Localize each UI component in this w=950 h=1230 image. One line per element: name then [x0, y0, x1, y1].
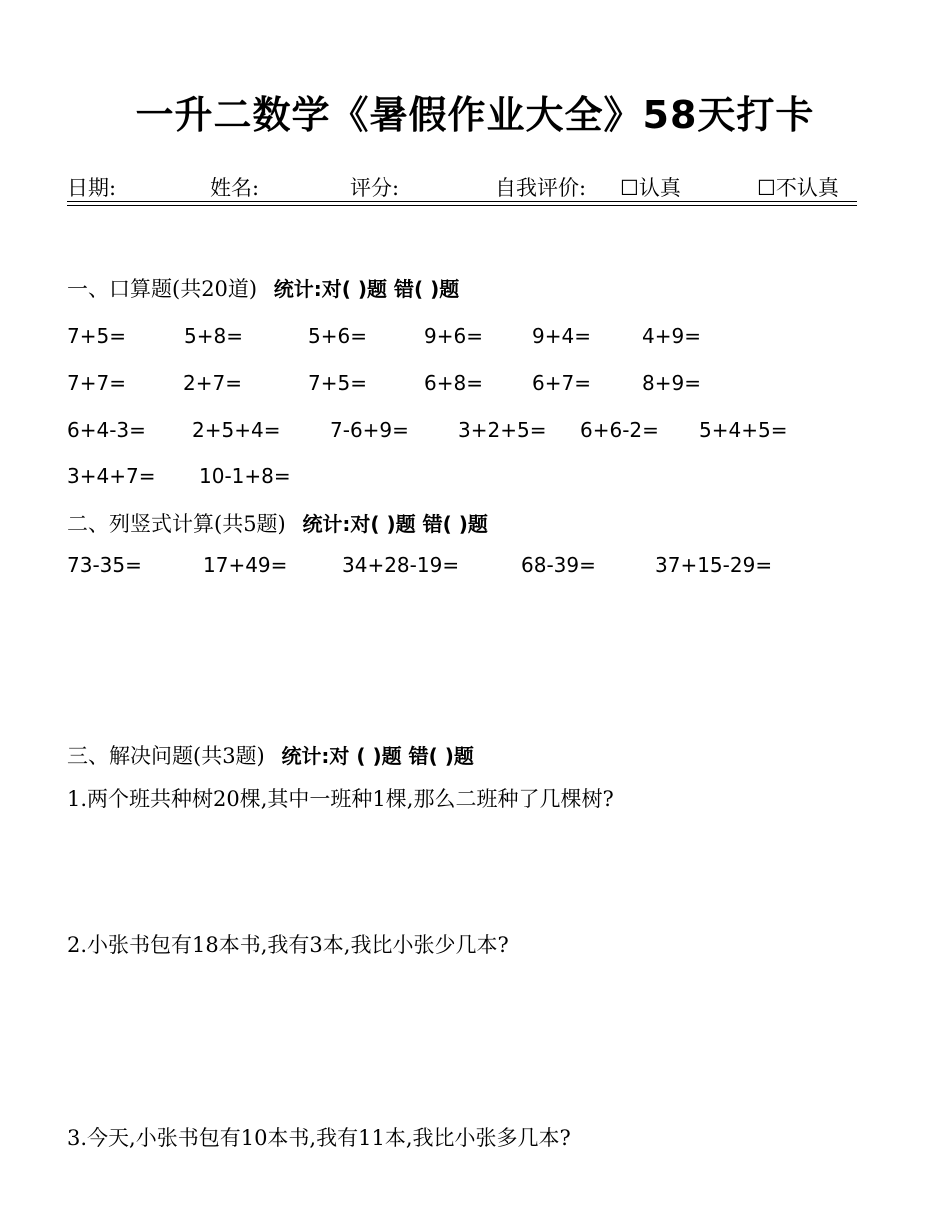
vertical-question: 68-39= [521, 553, 596, 577]
oral-question: 2+7= [183, 371, 242, 395]
oral-question: 6+8= [424, 371, 483, 395]
oral-question: 3+4+7= [67, 464, 156, 488]
vertical-question: 17+49= [203, 553, 288, 577]
section-problems-title: 三、解决问题(共3题) [67, 744, 265, 768]
word-problem-2: 2.小张书包有18本书,我有3本,我比小张少几本? [67, 933, 509, 957]
info-header [67, 172, 857, 202]
section-problems-stats: 统计:对 ( )题 错( )题 [281, 744, 474, 768]
score-label: 评分: [350, 176, 400, 200]
header-underline [67, 201, 857, 202]
oral-question: 9+6= [424, 324, 483, 348]
vertical-question: 73-35= [67, 553, 142, 577]
oral-question: 7+5= [67, 324, 126, 348]
section-vertical-stats: 统计:对( )题 错( )题 [302, 512, 488, 536]
oral-question: 9+4= [532, 324, 591, 348]
vertical-question: 34+28-19= [342, 553, 460, 577]
date-label: 日期: [67, 176, 117, 200]
oral-question: 7+5= [308, 371, 367, 395]
section-oral-heading [67, 273, 459, 303]
oral-question: 4+9= [642, 324, 701, 348]
oral-question: 7-6+9= [330, 418, 409, 442]
self-eval-label: 自我评价: [495, 176, 587, 200]
oral-question: 6+7= [532, 371, 591, 395]
oral-question: 5+4+5= [699, 418, 788, 442]
oral-question: 5+6= [308, 324, 367, 348]
oral-question: 8+9= [642, 371, 701, 395]
oral-question: 10-1+8= [199, 464, 291, 488]
word-problem-3: 3.今天,小张书包有10本书,我有11本,我比小张多几本? [67, 1126, 571, 1150]
option-not-serious[interactable]: ☐不认真 [757, 176, 839, 200]
oral-question: 6+4-3= [67, 418, 146, 442]
section-vertical-title: 二、列竖式计算(共5题) [67, 512, 286, 536]
section-oral-stats: 统计:对( )题 错( )题 [273, 277, 460, 301]
oral-question: 2+5+4= [192, 418, 281, 442]
section-problems-heading [67, 740, 474, 770]
page-title: 一升二数学《暑假作业大全》58天打卡 [135, 93, 815, 137]
vertical-question: 37+15-29= [655, 553, 773, 577]
name-label: 姓名: [210, 176, 260, 200]
oral-question: 5+8= [184, 324, 243, 348]
oral-question: 6+6-2= [580, 418, 659, 442]
section-oral-title: 一、口算题(共20道) [67, 277, 258, 301]
header-underline-double [67, 205, 857, 206]
word-problem-1: 1.两个班共种树20棵,其中一班种1棵,那么二班种了几棵树? [67, 787, 614, 811]
oral-question: 3+2+5= [458, 418, 547, 442]
option-serious[interactable]: ☐认真 [620, 176, 681, 200]
oral-question: 7+7= [67, 371, 126, 395]
section-vertical-heading [67, 508, 488, 538]
